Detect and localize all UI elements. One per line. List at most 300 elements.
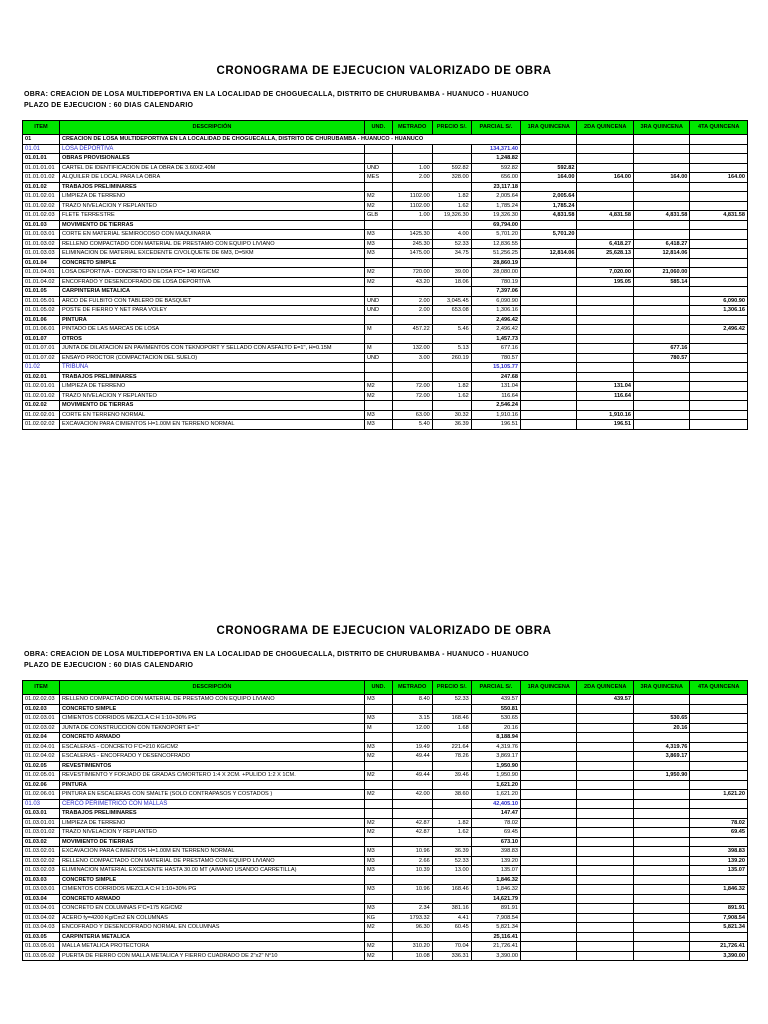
table-row bbox=[23, 391, 748, 401]
metrado-cell bbox=[392, 761, 432, 771]
quincena-3-cell bbox=[633, 894, 689, 904]
unit-cell: M3 bbox=[364, 742, 392, 752]
schedule-table bbox=[22, 680, 748, 961]
quincena-4-cell: 3,390.00 bbox=[690, 951, 748, 961]
table-row bbox=[23, 144, 748, 154]
description-cell: ESCALERAS - ENCOFRADO Y DESENCOFRADO bbox=[59, 752, 364, 762]
table-row bbox=[23, 714, 748, 724]
unit-cell bbox=[364, 809, 392, 819]
description-cell: CERCO PERIMETRICO CON MALLAS bbox=[59, 799, 364, 809]
quincena-3-cell: 6,418.27 bbox=[633, 239, 689, 249]
unit-cell: M bbox=[364, 723, 392, 733]
quincena-4-cell: 69.45 bbox=[690, 828, 748, 838]
quincena-4-cell: 891.91 bbox=[690, 904, 748, 914]
parcial-cell: 7,908.54 bbox=[471, 913, 520, 923]
unit-cell: M3 bbox=[364, 695, 392, 705]
quincena-3-cell: 21,060.00 bbox=[633, 268, 689, 278]
quincena-2-cell bbox=[577, 913, 633, 923]
quincena-4-cell bbox=[690, 268, 748, 278]
unit-cell bbox=[364, 837, 392, 847]
quincena-3-cell bbox=[633, 382, 689, 392]
metrado-cell: 2.00 bbox=[392, 306, 432, 316]
precio-cell: 13.00 bbox=[432, 866, 471, 876]
quincena-2-cell bbox=[577, 135, 633, 145]
item-cell: 01.02.03 bbox=[23, 704, 60, 714]
quincena-2-cell bbox=[577, 344, 633, 354]
quincena-2-cell bbox=[577, 856, 633, 866]
item-cell: 01.01.04 bbox=[23, 258, 60, 268]
quincena-4-cell bbox=[690, 875, 748, 885]
quincena-2-cell bbox=[577, 742, 633, 752]
parcial-cell: 1,306.16 bbox=[471, 306, 520, 316]
item-cell: 01.02.04 bbox=[23, 733, 60, 743]
precio-cell: 38.60 bbox=[432, 790, 471, 800]
quincena-4-cell: 21,726.41 bbox=[690, 942, 748, 952]
quincena-3-cell bbox=[633, 372, 689, 382]
parcial-cell: 1,248.82 bbox=[471, 154, 520, 164]
quincena-4-cell bbox=[690, 714, 748, 724]
precio-cell: 1.82 bbox=[432, 818, 471, 828]
unit-cell bbox=[364, 220, 392, 230]
precio-cell bbox=[432, 932, 471, 942]
quincena-2-cell bbox=[577, 809, 633, 819]
precio-cell bbox=[432, 182, 471, 192]
quincena-1-cell bbox=[521, 296, 577, 306]
quincena-2-cell bbox=[577, 154, 633, 164]
quincena-4-cell: 135.07 bbox=[690, 866, 748, 876]
precio-cell: 260.19 bbox=[432, 353, 471, 363]
quincena-2-cell bbox=[577, 334, 633, 344]
quincena-4-cell: 2,496.42 bbox=[690, 325, 748, 335]
description-cell: LOSA DEPORTIVA bbox=[59, 144, 364, 154]
item-cell: 01.03.04.03 bbox=[23, 923, 60, 933]
precio-cell: 221.64 bbox=[432, 742, 471, 752]
table-row bbox=[23, 856, 748, 866]
parcial-cell: 1,621.20 bbox=[471, 780, 520, 790]
table-row bbox=[23, 230, 748, 240]
quincena-4-cell bbox=[690, 420, 748, 430]
description-cell: CIMIENTOS CORRIDOS MEZCLA C:H 1:10+30% PG bbox=[59, 885, 364, 895]
quincena-3-cell bbox=[633, 192, 689, 202]
metrado-cell bbox=[392, 932, 432, 942]
quincena-4-cell bbox=[690, 182, 748, 192]
description-cell: CIMIENTOS CORRIDOS MEZCLA C:H 1:10+30% PG bbox=[59, 714, 364, 724]
table-row bbox=[23, 790, 748, 800]
unit-cell: M3 bbox=[364, 904, 392, 914]
item-cell: 01.03.05.01 bbox=[23, 942, 60, 952]
description-cell: ENCOFRADO Y DESENCOFRADO NORMAL EN COLUMNAS bbox=[59, 923, 364, 933]
quincena-1-cell: 1,785.24 bbox=[521, 201, 577, 211]
item-cell: 01.02.05 bbox=[23, 761, 60, 771]
parcial-cell: 2,496.42 bbox=[471, 315, 520, 325]
quincena-4-cell bbox=[690, 154, 748, 164]
item-cell: 01.02.04.02 bbox=[23, 752, 60, 762]
description-cell: MOVIMIENTO DE TIERRAS bbox=[59, 837, 364, 847]
metrado-cell bbox=[392, 182, 432, 192]
quincena-1-cell bbox=[521, 894, 577, 904]
quincena-3-cell bbox=[633, 154, 689, 164]
quincena-3-cell bbox=[633, 837, 689, 847]
quincena-3-cell bbox=[633, 325, 689, 335]
metrado-cell bbox=[392, 809, 432, 819]
metrado-cell: 42.00 bbox=[392, 790, 432, 800]
table-row bbox=[23, 875, 748, 885]
quincena-3-cell bbox=[633, 306, 689, 316]
description-cell: TRIBUNA bbox=[59, 363, 364, 373]
column-header-parcial: PARCIAL S/. bbox=[471, 681, 520, 695]
quincena-2-cell: 439.57 bbox=[577, 695, 633, 705]
quincena-1-cell bbox=[521, 306, 577, 316]
precio-cell: 19,326.30 bbox=[432, 211, 471, 221]
metrado-cell bbox=[392, 799, 432, 809]
item-cell: 01.03.05 bbox=[23, 932, 60, 942]
table-row bbox=[23, 780, 748, 790]
quincena-3-cell bbox=[633, 420, 689, 430]
unit-cell bbox=[364, 258, 392, 268]
quincena-1-cell bbox=[521, 372, 577, 382]
item-cell: 01.01.03.02 bbox=[23, 239, 60, 249]
parcial-cell: 20.16 bbox=[471, 723, 520, 733]
metrado-cell: 49.44 bbox=[392, 771, 432, 781]
quincena-2-cell bbox=[577, 951, 633, 961]
quincena-1-cell bbox=[521, 220, 577, 230]
metrado-cell bbox=[392, 875, 432, 885]
column-header-description: DESCRIPCIÓN bbox=[59, 121, 364, 135]
quincena-3-cell bbox=[633, 923, 689, 933]
quincena-3-cell bbox=[633, 799, 689, 809]
parcial-cell: 25,116.41 bbox=[471, 932, 520, 942]
column-header-quincena-3: 3RA QUINCENA bbox=[633, 681, 689, 695]
precio-cell: 3,045.45 bbox=[432, 296, 471, 306]
metrado-cell bbox=[392, 315, 432, 325]
metrado-cell bbox=[392, 334, 432, 344]
unit-cell: M2 bbox=[364, 277, 392, 287]
quincena-1-cell bbox=[521, 182, 577, 192]
quincena-4-cell bbox=[690, 135, 748, 145]
unit-cell bbox=[364, 799, 392, 809]
parcial-cell: 12,836.55 bbox=[471, 239, 520, 249]
description-cell: CREACION DE LOSA MULTIDEPORTIVA EN LA LOCALIDAD DE CHOGUECALLA, DISTRITO DE CHURUBAMBA - HUANUCO - HUANUCO bbox=[59, 135, 520, 145]
item-cell: 01.01.05 bbox=[23, 287, 60, 297]
parcial-cell: 19,326.30 bbox=[471, 211, 520, 221]
precio-cell bbox=[432, 733, 471, 743]
quincena-1-cell bbox=[521, 790, 577, 800]
quincena-1-cell bbox=[521, 847, 577, 857]
quincena-1-cell bbox=[521, 154, 577, 164]
table-row bbox=[23, 818, 748, 828]
description-cell: RELLENO COMPACTADO CON MATERIAL DE PRESTAMO CON EQUIPO LIVIANO bbox=[59, 856, 364, 866]
precio-cell bbox=[432, 704, 471, 714]
quincena-2-cell bbox=[577, 401, 633, 411]
description-cell: CORTE EN TERRENO NORMAL bbox=[59, 410, 364, 420]
quincena-2-cell bbox=[577, 875, 633, 885]
table-row bbox=[23, 192, 748, 202]
quincena-2-cell bbox=[577, 353, 633, 363]
quincena-3-cell bbox=[633, 951, 689, 961]
quincena-3-cell bbox=[633, 828, 689, 838]
quincena-4-cell bbox=[690, 704, 748, 714]
metrado-cell: 72.00 bbox=[392, 391, 432, 401]
metrado-cell: 43.20 bbox=[392, 277, 432, 287]
description-cell: LIMPIEZA DE TERRENO bbox=[59, 382, 364, 392]
metrado-cell bbox=[392, 287, 432, 297]
parcial-cell: 78.02 bbox=[471, 818, 520, 828]
quincena-1-cell bbox=[521, 287, 577, 297]
item-cell: 01.01.01.02 bbox=[23, 173, 60, 183]
quincena-1-cell bbox=[521, 704, 577, 714]
item-cell: 01.01.01 bbox=[23, 154, 60, 164]
quincena-1-cell bbox=[521, 932, 577, 942]
quincena-4-cell bbox=[690, 277, 748, 287]
item-cell: 01.01.02.02 bbox=[23, 201, 60, 211]
item-cell: 01.02.06.01 bbox=[23, 790, 60, 800]
parcial-cell: 1,846.32 bbox=[471, 885, 520, 895]
quincena-1-cell bbox=[521, 904, 577, 914]
quincena-1-cell bbox=[521, 742, 577, 752]
table-row bbox=[23, 249, 748, 259]
precio-cell: 5.46 bbox=[432, 325, 471, 335]
table-header-row bbox=[23, 121, 748, 135]
quincena-4-cell: 78.02 bbox=[690, 818, 748, 828]
metrado-cell: 1102.00 bbox=[392, 192, 432, 202]
precio-cell: 381.16 bbox=[432, 904, 471, 914]
description-cell: ALQUILER DE LOCAL PARA LA OBRA bbox=[59, 173, 364, 183]
quincena-4-cell bbox=[690, 761, 748, 771]
item-cell: 01.02.01 bbox=[23, 372, 60, 382]
quincena-3-cell bbox=[633, 287, 689, 297]
unit-cell: M2 bbox=[364, 942, 392, 952]
quincena-1-cell: 5,701.20 bbox=[521, 230, 577, 240]
quincena-1-cell bbox=[521, 344, 577, 354]
table-row bbox=[23, 923, 748, 933]
metrado-cell: 12.00 bbox=[392, 723, 432, 733]
quincena-1-cell bbox=[521, 277, 577, 287]
precio-cell bbox=[432, 761, 471, 771]
quincena-2-cell bbox=[577, 230, 633, 240]
precio-cell bbox=[432, 220, 471, 230]
description-cell: PINTURA bbox=[59, 315, 364, 325]
quincena-3-cell: 677.16 bbox=[633, 344, 689, 354]
parcial-cell: 14,621.79 bbox=[471, 894, 520, 904]
quincena-3-cell bbox=[633, 913, 689, 923]
quincena-1-cell bbox=[521, 771, 577, 781]
precio-cell: 36.39 bbox=[432, 420, 471, 430]
quincena-1-cell bbox=[521, 856, 577, 866]
metrado-cell bbox=[392, 780, 432, 790]
table-row bbox=[23, 733, 748, 743]
table-row bbox=[23, 220, 748, 230]
parcial-cell: 247.68 bbox=[471, 372, 520, 382]
item-cell: 01 bbox=[23, 135, 60, 145]
metrado-cell: 63.00 bbox=[392, 410, 432, 420]
unit-cell bbox=[364, 144, 392, 154]
quincena-3-cell bbox=[633, 790, 689, 800]
metrado-cell bbox=[392, 144, 432, 154]
obra-label: OBRA: CREACION DE LOSA MULTIDEPORTIVA EN LA LOCALIDAD DE CHOGUECALLA, DISTRITO DE CHURUBAMBA - HUANUCO - HUANUCO bbox=[24, 651, 529, 658]
quincena-3-cell bbox=[633, 401, 689, 411]
description-cell: TRABAJOS PRELIMINARES bbox=[59, 182, 364, 192]
unit-cell bbox=[364, 363, 392, 373]
quincena-2-cell: 116.64 bbox=[577, 391, 633, 401]
parcial-cell: 398.83 bbox=[471, 847, 520, 857]
precio-cell: 592.82 bbox=[432, 163, 471, 173]
quincena-2-cell bbox=[577, 144, 633, 154]
quincena-4-cell bbox=[690, 334, 748, 344]
unit-cell: M2 bbox=[364, 951, 392, 961]
precio-cell: 653.08 bbox=[432, 306, 471, 316]
item-cell: 01.01.06 bbox=[23, 315, 60, 325]
unit-cell: M2 bbox=[364, 201, 392, 211]
description-cell: TRAZO NIVELACION Y REPLANTEO bbox=[59, 201, 364, 211]
quincena-1-cell bbox=[521, 752, 577, 762]
item-cell: 01.02.02.01 bbox=[23, 410, 60, 420]
description-cell: REVESTIMIENTO Y FORJADO DE GRADAS C/MORTERO 1:4 X 2CM. +PULIDO 1:2 X 1CM. bbox=[59, 771, 364, 781]
precio-cell bbox=[432, 837, 471, 847]
metrado-cell bbox=[392, 363, 432, 373]
item-cell: 01.03.03 bbox=[23, 875, 60, 885]
metrado-cell: 2.00 bbox=[392, 296, 432, 306]
quincena-4-cell bbox=[690, 363, 748, 373]
table-row bbox=[23, 771, 748, 781]
table-row bbox=[23, 885, 748, 895]
unit-cell: M bbox=[364, 344, 392, 354]
quincena-2-cell: 7,020.00 bbox=[577, 268, 633, 278]
quincena-4-cell bbox=[690, 382, 748, 392]
metrado-cell bbox=[392, 401, 432, 411]
description-cell: CARPINTERIA METALICA bbox=[59, 287, 364, 297]
quincena-4-cell bbox=[690, 230, 748, 240]
unit-cell: M3 bbox=[364, 239, 392, 249]
parcial-cell: 1,950.90 bbox=[471, 771, 520, 781]
quincena-4-cell bbox=[690, 894, 748, 904]
parcial-cell: 196.51 bbox=[471, 420, 520, 430]
quincena-2-cell bbox=[577, 828, 633, 838]
item-cell: 01.02.03.02 bbox=[23, 723, 60, 733]
parcial-cell: 6,090.90 bbox=[471, 296, 520, 306]
table-row bbox=[23, 847, 748, 857]
column-header-quincena-1: 1RA QUINCENA bbox=[521, 121, 577, 135]
unit-cell bbox=[364, 334, 392, 344]
quincena-1-cell: 164.00 bbox=[521, 173, 577, 183]
unit-cell bbox=[364, 182, 392, 192]
quincena-4-cell: 4,831.58 bbox=[690, 211, 748, 221]
table-row bbox=[23, 761, 748, 771]
item-cell: 01.01.04.02 bbox=[23, 277, 60, 287]
parcial-cell: 51,256.25 bbox=[471, 249, 520, 259]
metrado-cell: 2.34 bbox=[392, 904, 432, 914]
description-cell: PINTURA EN ESCALERAS CON SMALTE (SOLO CONTRAPASOS Y COSTADOS ) bbox=[59, 790, 364, 800]
metrado-cell bbox=[392, 837, 432, 847]
parcial-cell: 8,188.94 bbox=[471, 733, 520, 743]
unit-cell: M2 bbox=[364, 828, 392, 838]
unit-cell: MES bbox=[364, 173, 392, 183]
quincena-4-cell bbox=[690, 192, 748, 202]
quincena-2-cell bbox=[577, 723, 633, 733]
quincena-3-cell bbox=[633, 809, 689, 819]
quincena-2-cell bbox=[577, 761, 633, 771]
parcial-cell: 7,397.06 bbox=[471, 287, 520, 297]
quincena-3-cell bbox=[633, 818, 689, 828]
unit-cell bbox=[364, 287, 392, 297]
description-cell: TRAZO NIVELACION Y REPLANTEO bbox=[59, 391, 364, 401]
quincena-3-cell: 20.16 bbox=[633, 723, 689, 733]
unit-cell: M2 bbox=[364, 752, 392, 762]
quincena-4-cell bbox=[690, 287, 748, 297]
table-row bbox=[23, 372, 748, 382]
column-header-quincena-4: 4TA QUINCENA bbox=[690, 681, 748, 695]
precio-cell: 336.31 bbox=[432, 951, 471, 961]
item-cell: 01.03 bbox=[23, 799, 60, 809]
table-row bbox=[23, 173, 748, 183]
quincena-1-cell bbox=[521, 866, 577, 876]
quincena-3-cell bbox=[633, 704, 689, 714]
quincena-3-cell bbox=[633, 363, 689, 373]
table-row bbox=[23, 809, 748, 819]
quincena-1-cell bbox=[521, 875, 577, 885]
table-row bbox=[23, 325, 748, 335]
parcial-cell: 673.10 bbox=[471, 837, 520, 847]
unit-cell bbox=[364, 932, 392, 942]
quincena-2-cell bbox=[577, 315, 633, 325]
column-header-metrado: METRADO bbox=[392, 681, 432, 695]
item-cell: 01.01.05.02 bbox=[23, 306, 60, 316]
table-row bbox=[23, 163, 748, 173]
quincena-1-cell bbox=[521, 420, 577, 430]
parcial-cell: 656.00 bbox=[471, 173, 520, 183]
parcial-cell: 1,457.73 bbox=[471, 334, 520, 344]
precio-cell bbox=[432, 154, 471, 164]
item-cell: 01.02.01.01 bbox=[23, 382, 60, 392]
item-cell: 01.02.04.01 bbox=[23, 742, 60, 752]
quincena-2-cell bbox=[577, 363, 633, 373]
precio-cell bbox=[432, 799, 471, 809]
table-row bbox=[23, 932, 748, 942]
quincena-2-cell bbox=[577, 818, 633, 828]
item-cell: 01.03.02.03 bbox=[23, 866, 60, 876]
table-row bbox=[23, 296, 748, 306]
unit-cell: UND bbox=[364, 163, 392, 173]
quincena-1-cell bbox=[521, 315, 577, 325]
quincena-3-cell bbox=[633, 780, 689, 790]
precio-cell: 1.62 bbox=[432, 828, 471, 838]
parcial-cell: 5,821.34 bbox=[471, 923, 520, 933]
parcial-cell: 23,117.18 bbox=[471, 182, 520, 192]
parcial-cell: 5,701.20 bbox=[471, 230, 520, 240]
quincena-2-cell bbox=[577, 790, 633, 800]
quincena-4-cell bbox=[690, 932, 748, 942]
column-header-quincena-2: 2DA QUINCENA bbox=[577, 681, 633, 695]
parcial-cell: 69.45 bbox=[471, 828, 520, 838]
unit-cell: M3 bbox=[364, 847, 392, 857]
quincena-3-cell: 164.00 bbox=[633, 173, 689, 183]
quincena-1-cell bbox=[521, 363, 577, 373]
quincena-1-cell bbox=[521, 761, 577, 771]
quincena-2-cell: 1,910.16 bbox=[577, 410, 633, 420]
parcial-cell: 15,105.77 bbox=[471, 363, 520, 373]
unit-cell: M2 bbox=[364, 923, 392, 933]
quincena-1-cell bbox=[521, 144, 577, 154]
unit-cell: M2 bbox=[364, 268, 392, 278]
table-row bbox=[23, 420, 748, 430]
description-cell: MALLA METALICA PROTECTORA bbox=[59, 942, 364, 952]
column-header-unit: UND. bbox=[364, 681, 392, 695]
quincena-2-cell bbox=[577, 847, 633, 857]
table-row bbox=[23, 752, 748, 762]
item-cell: 01.02.01.02 bbox=[23, 391, 60, 401]
item-cell: 01.03.01.01 bbox=[23, 818, 60, 828]
precio-cell: 168.46 bbox=[432, 714, 471, 724]
description-cell: EXCAVACION PARA CIMIENTOS H=1.00M EN TERRENO NORMAL bbox=[59, 420, 364, 430]
